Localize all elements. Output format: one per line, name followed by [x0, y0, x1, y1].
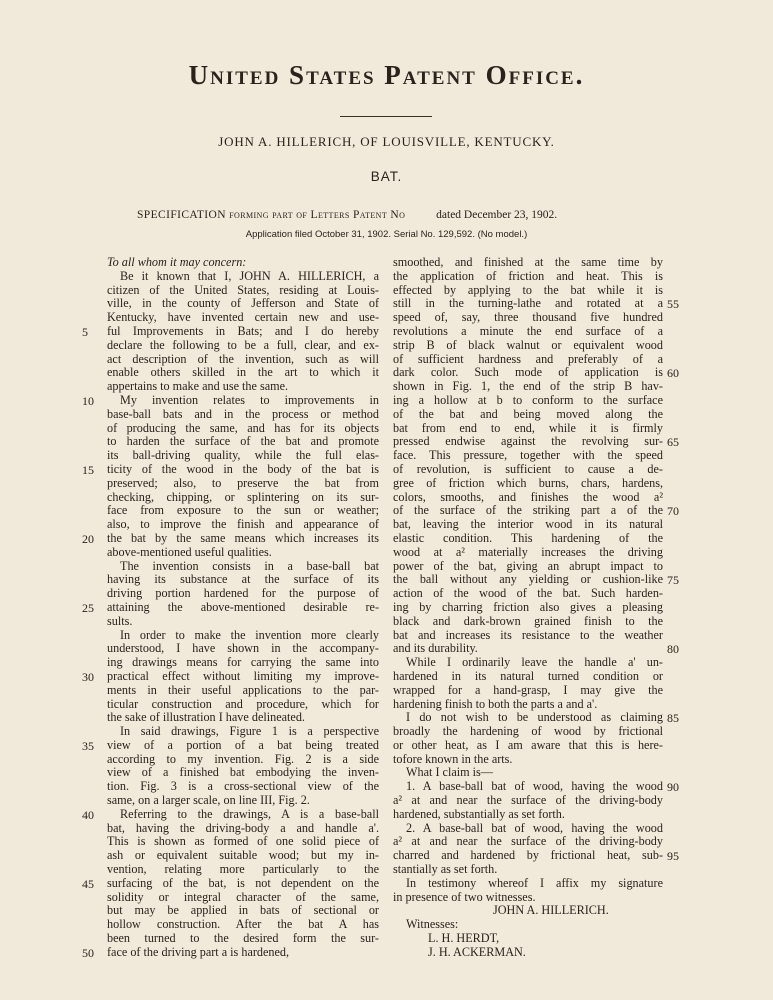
text-line: base-ball bats and in the process or method	[107, 406, 379, 421]
text-line: hardening finish to both the parts a and a'.	[393, 696, 598, 711]
text-line: the application of friction and heat. This is	[393, 268, 663, 283]
text-line: In order to make the invention more clearly	[120, 627, 379, 642]
text-line: face from exposure to the sun or weather;	[107, 503, 379, 518]
text-line: its ball-driving quality, while the full elas-	[107, 448, 379, 463]
text-line: same, on a larger scale, on line III, Fig. 2.	[107, 793, 310, 808]
left-line-number: 40	[82, 808, 94, 822]
specification-date: dated December 23, 1902.	[436, 209, 558, 221]
text-line: having its substance at the surface of its	[107, 572, 379, 587]
text-line: While I ordinarily leave the handle a' un-	[406, 655, 663, 670]
text-line: still in the turning-lathe and rotated at a	[393, 296, 663, 311]
text-line: a² at and near the surface of the driving-body	[393, 834, 663, 849]
text-line: In said drawings, Figure 1 is a perspective	[120, 724, 379, 739]
text-line: smoothed, and finished at the same time by	[393, 255, 663, 269]
left-line-number: 50	[82, 946, 94, 960]
text-line: speed of, say, three thousand five hundred	[393, 310, 663, 325]
right-line-number: 85	[667, 711, 679, 726]
text-line: surfacing of the bat, is not dependent on the	[107, 875, 379, 890]
text-line: J. H. ACKERMAN.	[428, 944, 526, 959]
left-line-number: 5	[82, 325, 88, 339]
text-line: face. This pressure, together with the speed	[393, 448, 663, 463]
left-column	[107, 256, 379, 960]
text-line: gree of friction which burns, chars, hardens,	[393, 475, 663, 490]
text-line: but may be applied in bats of sectional or	[107, 903, 379, 918]
text-line: wood at a² materially increases the driving	[393, 544, 663, 559]
text-line: My invention relates to improvements in	[120, 392, 379, 407]
text-line: black and dark-brown grained finish to the	[393, 613, 663, 628]
text-line: ticular construction and procedure, which for	[107, 696, 379, 711]
text-line: JOHN A. HILLERICH.	[493, 903, 609, 918]
text-line: of the bat and being moved along the	[393, 406, 663, 421]
text-line: tofore known in the arts.	[393, 751, 513, 766]
application-line: Application filed October 31, 1902. Serial No. 129,592. (No model.)	[245, 229, 528, 240]
text-line: vention, relating more particularly to the	[107, 862, 379, 877]
text-line: been turned to the desired form the sur-	[107, 931, 379, 946]
text-line: What I claim is—	[406, 765, 493, 780]
text-line: bat, leaving the interior wood in its natural	[393, 517, 663, 532]
left-line-number: 20	[82, 532, 94, 546]
text-line: understood, I have shown in the accompany-	[107, 641, 379, 656]
text-line: the ball without any yielding or cushion-like	[393, 572, 663, 587]
right-line-number: 75	[667, 573, 679, 588]
text-line: charred and hardened by frictional heat, sub-	[393, 848, 663, 863]
right-line-number: 55	[667, 297, 679, 312]
right-line-number: 70	[667, 504, 679, 519]
text-line: checking, chipping, or splintering on its sur-	[107, 489, 379, 504]
text-line: the bat by the same means which increases its	[107, 530, 379, 545]
text-line: sults.	[107, 613, 133, 628]
text-line: Be it known that I, JOHN A. HILLERICH, a	[120, 268, 379, 283]
text-line: in presence of two witnesses.	[393, 889, 536, 904]
left-line-number: 25	[82, 601, 94, 615]
title-rule	[340, 116, 432, 117]
left-line-number: 15	[82, 463, 94, 477]
specification-line	[137, 209, 557, 221]
text-line: the sake of illustration I have delineated.	[107, 710, 305, 725]
text-line: face of the driving part a is hardened,	[107, 944, 290, 959]
text-line: ash or equivalent suitable wood; but my in-	[107, 848, 379, 863]
right-column	[393, 256, 663, 960]
text-line: above-mentioned useful qualities.	[107, 544, 272, 559]
text-line: a² at and near the surface of the driving-body	[393, 793, 663, 808]
text-line: pressed endwise against the revolving sur-	[393, 434, 663, 449]
right-line-number: 95	[667, 849, 679, 864]
text-line: stantially as set forth.	[393, 862, 498, 877]
text-line: In testimony whereof I affix my signature	[406, 875, 663, 890]
text-line: dark color. Such mode of application is	[393, 365, 663, 380]
inventor-line: JOHN A. HILLERICH, OF LOUISVILLE, KENTUCKY.	[218, 134, 555, 149]
text-line: practical effect without limiting my improve-	[107, 668, 379, 683]
text-line: of sufficient hardness and preferably of a	[393, 351, 663, 366]
text-line: according to my invention. Fig. 2 is a side	[107, 751, 379, 766]
text-line: view of a portion of a bat being treated	[107, 737, 379, 752]
text-line: effected by applying to the bat while it is	[393, 282, 663, 297]
left-line-number: 10	[82, 394, 94, 408]
right-line-number: 90	[667, 780, 679, 795]
text-line: bat, having the driving-body a and handle a'.	[107, 820, 379, 835]
text-line: action of the wood of the bat. Such harden-	[393, 586, 663, 601]
right-line-number: 80	[667, 642, 679, 657]
text-line: colors, smooths, and finishes the wood a²	[393, 489, 663, 504]
text-line: ful Improvements in Bats; and I do hereby	[107, 323, 379, 338]
text-line: ing by charring friction also gives a pleasing	[393, 599, 663, 614]
text-line: declare the following to be a full, clear, and ex-	[107, 337, 379, 352]
text-line: attaining the above-mentioned desirable re-	[107, 599, 379, 614]
text-line: view of a finished bat embodying the inven-	[107, 765, 379, 780]
text-line: hardened, substantially as set forth.	[393, 806, 565, 821]
text-line: strip B of black walnut or equivalent wood	[393, 337, 663, 352]
text-line: appertains to make and use the same.	[107, 379, 289, 394]
left-line-number: 35	[82, 739, 94, 753]
text-line: of revolution, is sufficient to cause a de-	[393, 461, 663, 476]
text-line: preserved; also, to preserve the bat from	[107, 475, 379, 490]
text-line: enable others skilled in the art to which it	[107, 365, 379, 380]
text-line: Kentucky, have invented certain new and use-	[107, 310, 379, 325]
text-line: Referring to the drawings, A is a base-ball	[120, 806, 379, 821]
left-line-number: 30	[82, 670, 94, 684]
text-line: ments in their useful applications to the par-	[107, 682, 379, 697]
text-line: This is shown as formed of one solid piece of	[107, 834, 379, 849]
text-line: shown in Fig. 1, the end of the strip B hav-	[393, 379, 663, 394]
text-line: and its durability.	[393, 641, 478, 656]
text-line: ville, in the county of Jefferson and State of	[107, 296, 379, 311]
page-title: United States Patent Office.	[188, 60, 585, 90]
text-line: Witnesses:	[406, 917, 459, 932]
text-line: To all whom it may concern:	[107, 255, 247, 269]
text-line: citizen of the United States, residing at Louis-	[107, 282, 379, 297]
patent-title: BAT.	[370, 169, 403, 184]
text-line: to harden the surface of the bat and promote	[107, 434, 379, 449]
text-line: ing a hollow at b to conform to the surface	[393, 392, 663, 407]
text-line: L. H. HERDT,	[428, 931, 500, 946]
text-line: wrapped for a hand-grasp, I may give the	[393, 682, 663, 697]
text-line: driving portion hardened for the purpose of	[107, 586, 379, 601]
text-line: 1. A base-ball bat of wood, having the wood	[406, 779, 663, 794]
text-line: hardened in its natural turned condition or	[393, 668, 663, 683]
specification-label: SPECIFICATION forming part of Letters Patent No	[137, 209, 406, 221]
right-line-number: 65	[667, 435, 679, 450]
text-line: 2. A base-ball bat of wood, having the wood	[406, 820, 663, 835]
text-line: ticity of the wood in the body of the bat is	[107, 461, 379, 476]
text-line: or other heat, as I am aware that this is here-	[393, 737, 663, 752]
right-line-number: 60	[667, 366, 679, 381]
text-line: bat from end to end, while it is firmly	[393, 420, 663, 435]
text-line: solidity or integral character of the same,	[107, 889, 379, 904]
text-line: ing drawings means for carrying the same into	[107, 655, 379, 670]
text-line: also, to improve the finish and appearance of	[107, 517, 379, 532]
text-line: power of the bat, giving an abrupt impact to	[393, 558, 663, 573]
text-line: of the surface of the striking part a of the	[393, 503, 663, 518]
text-line: elastic condition. This hardening of the	[393, 530, 663, 545]
text-line: bat and increases its resistance to the weather	[393, 627, 663, 642]
text-line: of producing the same, and has for its objects	[107, 420, 379, 435]
text-line: broadly the hardening of wood by frictional	[393, 724, 663, 739]
left-line-number: 45	[82, 877, 94, 891]
text-line: revolutions a minute the end surface of a	[393, 323, 663, 338]
text-line: act description of the invention, such as will	[107, 351, 379, 366]
text-line: I do not wish to be understood as claiming	[406, 710, 663, 725]
text-line: tion. Fig. 3 is a cross-sectional view of the	[107, 779, 379, 794]
text-line: The invention consists in a base-ball bat	[120, 558, 379, 573]
text-line: hollow construction. After the bat A has	[107, 917, 379, 932]
